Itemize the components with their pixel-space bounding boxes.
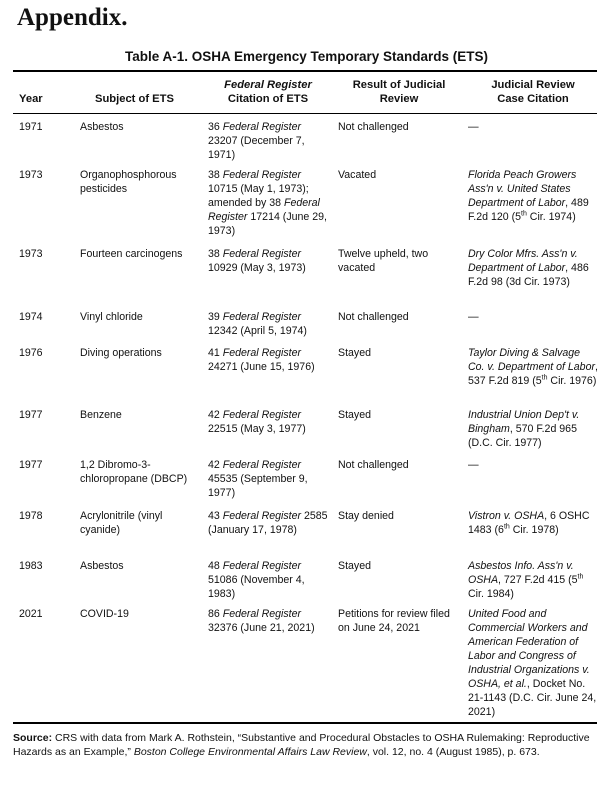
subject-cell: Benzene — [80, 409, 122, 421]
fr-citation-cell: 86 Federal Register 32376 (June 21, 2021) — [208, 608, 315, 634]
result-cell: Stay denied — [338, 510, 394, 522]
header-subject: Subject of ETS — [95, 93, 174, 105]
subject-cell: Acrylonitrile (vinyl cyanide) — [80, 510, 163, 536]
result-cell: Stayed — [338, 347, 371, 359]
case-citation-cell: Taylor Diving & Salvage Co. v. Department of Labor, 537 F.2d 819 (5th Cir. 1976) — [468, 347, 598, 387]
year-cell: 1973 — [19, 248, 43, 260]
year-cell: 1978 — [19, 510, 43, 522]
fr-citation-cell: 39 Federal Register 12342 (April 5, 1974) — [208, 311, 307, 337]
case-citation-cell: Industrial Union Dep't v. Bingham, 570 F.2d 965 (D.C. Cir. 1977) — [468, 409, 580, 449]
result-cell: Vacated — [338, 169, 377, 181]
header-fr-line2: Citation of ETS — [227, 93, 309, 105]
result-cell: Stayed — [338, 560, 371, 572]
header-fr-citation — [208, 78, 328, 106]
subject-cell: Organophosphorous pesticides — [80, 169, 177, 195]
header-fr-line1: Federal Register — [224, 79, 312, 91]
year-cell: 1983 — [19, 560, 43, 572]
case-citation-cell: United Food and Commercial Workers and American Federation of Labor and Congress of Industrial Organizations v. OSHA, et al., Docket No. 21-1143 (D.C. Cir. June 24, 2021) — [468, 608, 597, 718]
fr-citation-cell: 38 Federal Register 10929 (May 3, 1973) — [208, 248, 306, 274]
subject-cell: Vinyl chloride — [80, 311, 143, 323]
year-cell: 1973 — [19, 169, 43, 181]
page-heading: Appendix. — [17, 4, 128, 31]
fr-citation-cell: 42 Federal Register 45535 (September 9, 1977) — [208, 459, 308, 499]
case-citation-cell: Dry Color Mfrs. Ass'n v. Department of Labor, 486 F.2d 98 (3d Cir. 1973) — [468, 248, 589, 288]
source-label: Source: — [13, 732, 53, 744]
source-note — [13, 731, 597, 759]
subject-cell: Asbestos — [80, 560, 124, 572]
header-case-citation — [468, 78, 598, 106]
case-citation-cell: Vistron v. OSHA, 6 OSHC 1483 (6th Cir. 1978) — [468, 510, 590, 536]
subject-cell: COVID-19 — [80, 608, 129, 620]
year-cell: 1977 — [19, 409, 43, 421]
year-cell: 2021 — [19, 608, 43, 620]
result-cell: Not challenged — [338, 121, 409, 133]
header-result-line2: Review — [379, 93, 419, 105]
fr-citation-cell: 43 Federal Register 2585 (January 17, 1978) — [208, 510, 328, 536]
result-cell: Not challenged — [338, 459, 409, 471]
subject-cell: Fourteen carcinogens — [80, 248, 183, 260]
fr-citation-cell: 42 Federal Register 22515 (May 3, 1977) — [208, 409, 306, 435]
header-case-line1: Judicial Review — [491, 79, 575, 91]
fr-citation-cell: 36 Federal Register 23207 (December 7, 1971) — [208, 121, 305, 161]
table-header-rule — [13, 113, 597, 114]
header-result — [338, 78, 460, 106]
table-title: Table A-1. OSHA Emergency Temporary Standards (ETS) — [124, 49, 489, 64]
case-citation-cell: Florida Peach Growers Ass'n v. United States Department of Labor, 489 F.2d 120 (5th Cir. 1974) — [468, 169, 589, 223]
source-text: CRS with data from Mark A. Rothstein, “Substantive and Procedural Obstacles to OSHA Rulemaking: Reproductive Hazards as an Example,” Boston College Environmental Affairs Law Review, vol. 12, no. 4 (August 1985), p. 673. — [13, 732, 590, 758]
header-year: Year — [19, 93, 43, 105]
table-top-rule — [13, 70, 597, 72]
case-citation-cell: — — [468, 311, 479, 323]
subject-cell: Asbestos — [80, 121, 124, 133]
year-cell: 1976 — [19, 347, 43, 359]
header-result-line1: Result of Judicial — [352, 79, 446, 91]
fr-citation-cell: 48 Federal Register 51086 (November 4, 1983) — [208, 560, 305, 600]
result-cell: Twelve upheld, two vacated — [338, 248, 429, 274]
header-case-line2: Case Citation — [497, 93, 569, 105]
case-citation-cell: — — [468, 121, 479, 133]
subject-cell: 1,2 Dibromo-3-chloropropane (DBCP) — [80, 459, 188, 485]
year-cell: 1977 — [19, 459, 43, 471]
year-cell: 1971 — [19, 121, 43, 133]
subject-cell: Diving operations — [80, 347, 162, 359]
case-citation-cell: Asbestos Info. Ass'n v. OSHA, 727 F.2d 415 (5th Cir. 1984) — [468, 560, 584, 600]
fr-citation-cell: 38 Federal Register 10715 (May 1, 1973); amended by 38 Federal Register 17214 (June 29, 1973) — [208, 169, 327, 237]
result-cell: Not challenged — [338, 311, 409, 323]
case-citation-cell: — — [468, 459, 479, 471]
fr-citation-cell: 41 Federal Register 24271 (June 15, 1976) — [208, 347, 315, 373]
result-cell: Petitions for review filed on June 24, 2021 — [338, 608, 450, 634]
table-bottom-rule — [13, 722, 597, 724]
year-cell: 1974 — [19, 311, 43, 323]
result-cell: Stayed — [338, 409, 371, 421]
